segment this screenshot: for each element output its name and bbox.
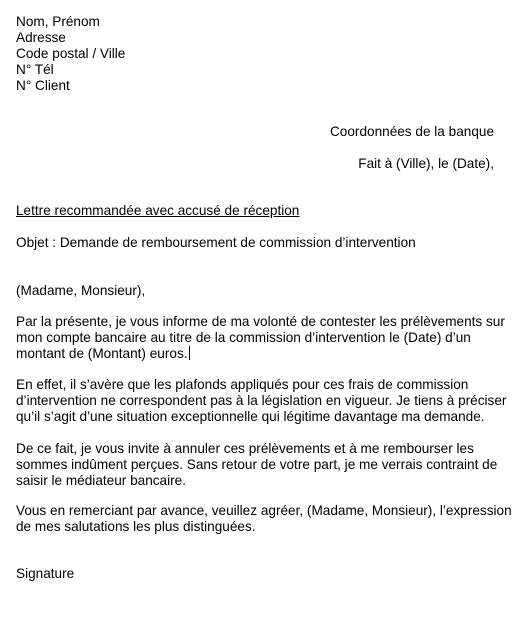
sender-address: Adresse [16,30,66,45]
delivery-mode: Lettre recommandée avec accusé de réception [16,203,300,218]
salutation: (Madame, Monsieur), [16,283,146,298]
closing-paragraph[interactable] [16,503,512,535]
paragraph-2-line: En effet, il s’avère que les plafonds appliqués pour ces frais de commission [16,377,469,392]
sender-phone: N° Tél [16,62,54,77]
paragraph-1-line-last [16,346,496,362]
bank-details: Coordonnées de la banque [329,124,494,139]
signature: Signature [16,566,75,581]
closing-line: de mes salutations les plus distinguées. [16,519,256,534]
paragraph-3[interactable] [16,441,496,489]
paragraph-2[interactable] [16,377,507,425]
paragraph-1-line: Par la présente, je vous informe de ma volonté de contester les prélèvements sur [16,314,505,329]
paragraph-3-line: De ce fait, je vous invite à annuler ces prélèvements et à me rembourser les [16,441,474,456]
place-and-date: Fait à (Ville), le (Date), [358,156,494,171]
paragraph-2-line: d’intervention ne correspondent pas à la législation en vigueur. Je tiens à préciser [16,393,507,408]
paragraph-3-line: saisir le médiateur bancaire. [16,473,187,488]
text-cursor [189,346,190,360]
closing-line: Vous en remerciant par avance, veuillez agréer, (Madame, Monsieur), l’expression [16,503,512,518]
paragraph-1-line: mon compte bancaire au titre de la commission d’intervention le (Date) d’un [16,330,471,345]
paragraph-1-line-text: montant de (Montant) euros. [16,346,188,361]
sender-postal-city: Code postal / Ville [16,46,126,61]
subject-line: Objet : Demande de remboursement de commission d’intervention [16,235,416,250]
paragraph-2-line: qu’il s’agit d’une situation exceptionnelle qui légitime davantage ma demande. [16,409,485,424]
sender-client-number: N° Client [16,78,70,93]
paragraph-1[interactable] [16,314,505,362]
sender-name: Nom, Prénom [16,14,100,29]
paragraph-3-line: sommes indûment perçues. Sans retour de votre part, je me verrais contraint de [16,457,498,472]
